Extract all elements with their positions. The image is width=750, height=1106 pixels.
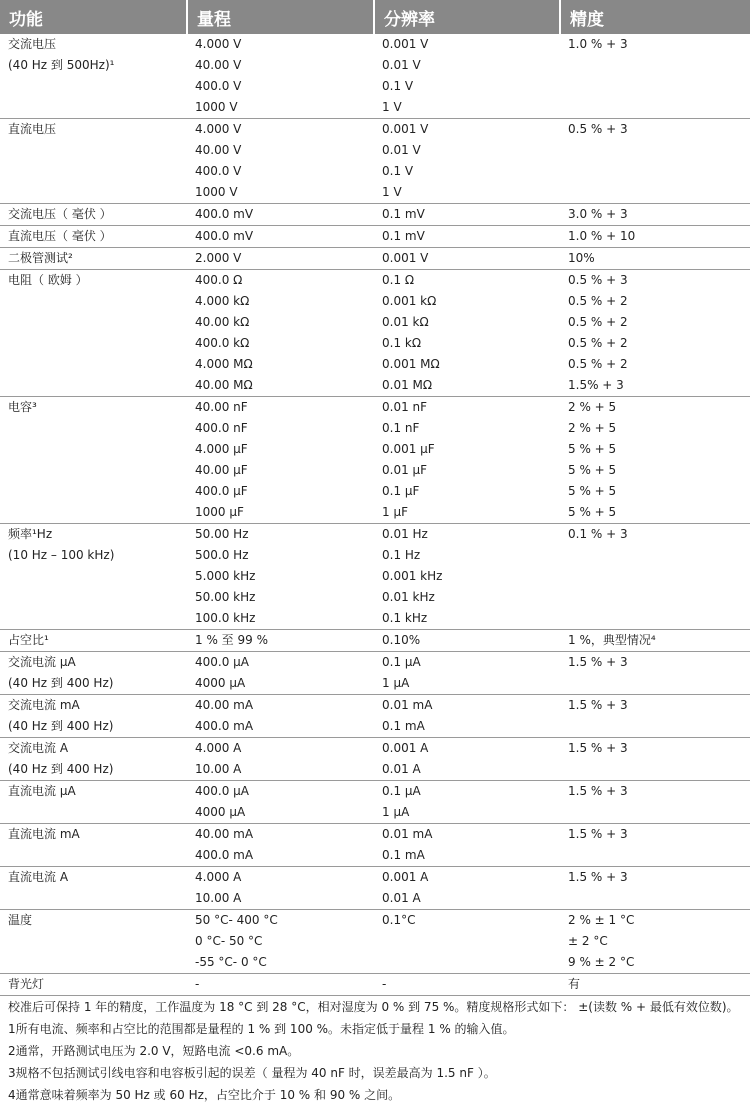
resolution-cell-line: 0.1 mV [382, 229, 425, 243]
spec-group [0, 910, 750, 974]
function-cell-line: 交流电压 [8, 37, 57, 51]
spec-group [0, 524, 750, 630]
header-function: 功能 [0, 0, 187, 34]
accuracy-cell [560, 652, 750, 695]
footnotes [0, 996, 750, 1106]
resolution-cell [374, 652, 560, 695]
range-cell-line: 4.000 μF [195, 442, 248, 456]
accuracy-cell [560, 630, 750, 652]
resolution-cell [374, 524, 560, 630]
range-cell [187, 397, 374, 524]
spec-group [0, 695, 750, 738]
range-cell-line: -55 °C- 0 °C [195, 955, 267, 969]
range-cell-line: 4.000 MΩ [195, 357, 253, 371]
accuracy-cell-line: 0.5 % + 2 [568, 336, 628, 350]
resolution-cell-line: 0.01 V [382, 58, 421, 72]
range-cell [187, 910, 374, 974]
function-cell [0, 781, 187, 824]
resolution-cell-line: 0.01 A [382, 891, 421, 905]
function-cell [0, 630, 187, 652]
range-cell [187, 524, 374, 630]
function-cell [0, 119, 187, 204]
range-cell [187, 119, 374, 204]
table-row [0, 397, 750, 524]
range-cell-line: 4.000 V [195, 37, 242, 51]
accuracy-cell [560, 204, 750, 226]
resolution-cell-line: 0.01 Hz [382, 527, 428, 541]
range-cell-line: 40.00 mA [195, 827, 254, 841]
table-row [0, 781, 750, 824]
function-cell [0, 974, 187, 996]
resolution-cell [374, 630, 560, 652]
resolution-cell-line: 0.01 mA [382, 827, 433, 841]
resolution-cell-line: 0.1 kHz [382, 611, 428, 625]
resolution-cell-line: 0.001 MΩ [382, 357, 440, 371]
range-cell [187, 824, 374, 867]
resolution-cell-line: 0.1°C [382, 913, 416, 927]
resolution-cell-line: 0.1 V [382, 79, 414, 93]
function-cell-line: 交流电流 μA [8, 655, 76, 669]
resolution-cell-line: 1 μA [382, 676, 410, 690]
range-cell-line: 4000 μA [195, 805, 246, 819]
range-cell [187, 204, 374, 226]
range-cell-line: 500.0 Hz [195, 548, 249, 562]
function-cell-line: (40 Hz 到 400 Hz) [8, 719, 114, 733]
accuracy-cell [560, 974, 750, 996]
range-cell-line: 10.00 A [195, 762, 242, 776]
accuracy-cell [560, 248, 750, 270]
function-cell-line: 电容³ [8, 400, 37, 414]
range-cell-line: 400.0 Ω [195, 273, 243, 287]
range-cell [187, 270, 374, 397]
resolution-cell-line: 0.01 kΩ [382, 315, 429, 329]
function-cell-line: 交流电流 A [8, 741, 69, 755]
function-cell [0, 204, 187, 226]
accuracy-cell [560, 824, 750, 867]
range-cell-line: 400.0 μA [195, 784, 250, 798]
range-cell-line: 400.0 mA [195, 719, 254, 733]
table-row [0, 738, 750, 781]
accuracy-cell-line: 1 %，典型情况⁴ [568, 633, 656, 647]
accuracy-cell [560, 910, 750, 974]
function-cell-line: 占空比¹ [8, 633, 49, 647]
resolution-cell [374, 397, 560, 524]
function-cell-line: 频率¹Hz [8, 527, 53, 541]
accuracy-cell [560, 524, 750, 630]
accuracy-cell [560, 119, 750, 204]
range-cell-line: 40.00 MΩ [195, 378, 253, 392]
accuracy-cell-line: 2 % + 5 [568, 421, 617, 435]
table-row [0, 910, 750, 974]
accuracy-cell-line: 0.5 % + 2 [568, 357, 628, 371]
resolution-cell [374, 781, 560, 824]
resolution-cell-line: 0.1 mA [382, 719, 425, 733]
footnote: 3规格不包括测试引线电容和电容板引起的误差（ 量程为 40 nF 时，误差最高为 1.5 nF ）。 [8, 1066, 496, 1080]
range-cell-line: 2.000 V [195, 251, 242, 265]
range-cell-line: 4.000 kΩ [195, 294, 250, 308]
range-cell-line: 40.00 V [195, 143, 242, 157]
resolution-cell-line: 0.1 Ω [382, 273, 415, 287]
function-cell [0, 695, 187, 738]
accuracy-cell [560, 34, 750, 119]
resolution-cell-line: 0.001 A [382, 870, 429, 884]
spec-group [0, 226, 750, 248]
range-cell [187, 630, 374, 652]
spec-group [0, 248, 750, 270]
accuracy-cell-line: 10% [568, 251, 595, 265]
function-cell-line: 直流电压 [8, 122, 57, 136]
header-row [0, 0, 750, 34]
accuracy-cell-line: 0.5 % + 2 [568, 315, 628, 329]
table-row [0, 204, 750, 226]
range-cell [187, 867, 374, 910]
function-cell [0, 226, 187, 248]
accuracy-cell-line: 1.0 % + 10 [568, 229, 636, 243]
resolution-cell-line: 1 V [382, 185, 402, 199]
range-cell [187, 781, 374, 824]
accuracy-cell-line: 2 % ± 1 °C [568, 913, 635, 927]
function-cell-line: (40 Hz 到 400 Hz) [8, 676, 114, 690]
spec-group [0, 867, 750, 910]
spec-group [0, 781, 750, 824]
accuracy-cell [560, 738, 750, 781]
range-cell-line: 400.0 mV [195, 229, 254, 243]
accuracy-cell [560, 781, 750, 824]
function-cell [0, 824, 187, 867]
spec-group [0, 204, 750, 226]
function-cell-line: (10 Hz – 100 kHz) [8, 548, 115, 562]
resolution-cell-line: 0.1 nF [382, 421, 420, 435]
accuracy-cell-line: 0.5 % + 3 [568, 122, 628, 136]
footnote: 4通常意味着频率为 50 Hz 或 60 Hz，占空比介于 10 % 和 90 % 之间。 [8, 1088, 401, 1102]
function-cell [0, 248, 187, 270]
header-range: 量程 [187, 0, 374, 34]
function-cell-line: (40 Hz 到 400 Hz) [8, 762, 114, 776]
resolution-cell-line: 0.01 MΩ [382, 378, 433, 392]
function-cell-line: 交流电压（ 毫伏 ） [8, 207, 112, 221]
function-cell [0, 270, 187, 397]
function-cell-line: 温度 [8, 913, 33, 927]
accuracy-cell [560, 226, 750, 248]
range-cell-line: 4.000 A [195, 741, 242, 755]
resolution-cell-line: 1 μA [382, 805, 410, 819]
range-cell-line: 400.0 V [195, 79, 242, 93]
function-cell [0, 738, 187, 781]
spec-group [0, 824, 750, 867]
resolution-cell [374, 226, 560, 248]
resolution-cell-line: 0.001 V [382, 122, 429, 136]
range-cell-line: 1000 μF [195, 505, 244, 519]
resolution-cell-line: 0.1 mV [382, 207, 425, 221]
range-cell [187, 226, 374, 248]
range-cell-line: 40.00 V [195, 58, 242, 72]
range-cell-line: 50.00 kHz [195, 590, 256, 604]
resolution-cell [374, 204, 560, 226]
function-cell-line: 交流电流 mA [8, 698, 80, 712]
resolution-cell [374, 910, 560, 974]
function-cell-line: 二极管测试² [8, 251, 73, 265]
range-cell [187, 248, 374, 270]
header-accuracy: 精度 [560, 0, 750, 34]
range-cell-line: 4.000 A [195, 870, 242, 884]
resolution-cell [374, 974, 560, 996]
resolution-cell-line: 1 μF [382, 505, 408, 519]
table-row [0, 974, 750, 996]
range-cell-line: - [195, 977, 200, 991]
spec-group [0, 974, 750, 996]
accuracy-cell-line: 1.5 % + 3 [568, 741, 628, 755]
table-row [0, 248, 750, 270]
range-cell-line: 400.0 kΩ [195, 336, 250, 350]
accuracy-cell-line: 1.0 % + 3 [568, 37, 628, 51]
range-cell-line: 400.0 mA [195, 848, 254, 862]
range-cell-line: 40.00 kΩ [195, 315, 250, 329]
resolution-cell [374, 248, 560, 270]
spec-group [0, 397, 750, 524]
range-cell-line: 1 % 至 99 % [195, 633, 268, 647]
function-cell-line: 直流电压（ 毫伏 ） [8, 229, 112, 243]
accuracy-cell-line: 3.0 % + 3 [568, 207, 628, 221]
range-cell-line: 4.000 V [195, 122, 242, 136]
function-cell [0, 397, 187, 524]
accuracy-cell-line: 1.5% + 3 [568, 378, 624, 392]
resolution-cell [374, 695, 560, 738]
resolution-cell-line: 0.1 Hz [382, 548, 421, 562]
resolution-cell-line: 0.1 mA [382, 848, 425, 862]
range-cell-line: 50.00 Hz [195, 527, 249, 541]
resolution-cell-line: 1 V [382, 100, 402, 114]
spec-group [0, 34, 750, 119]
resolution-cell-line: 0.1 μA [382, 784, 421, 798]
resolution-cell [374, 119, 560, 204]
accuracy-cell-line: 5 % + 5 [568, 484, 617, 498]
resolution-cell-line: 0.01 kHz [382, 590, 435, 604]
accuracy-cell-line: 5 % + 5 [568, 463, 617, 477]
table-row [0, 695, 750, 738]
accuracy-cell-line: 1.5 % + 3 [568, 698, 628, 712]
resolution-cell [374, 270, 560, 397]
range-cell-line: 40.00 μF [195, 463, 248, 477]
range-cell-line: 50 °C- 400 °C [195, 913, 278, 927]
resolution-cell-line: 0.01 V [382, 143, 421, 157]
function-cell [0, 910, 187, 974]
range-cell-line: 400.0 μA [195, 655, 250, 669]
resolution-cell-line: 0.001 kΩ [382, 294, 437, 308]
table-row [0, 630, 750, 652]
resolution-cell [374, 824, 560, 867]
resolution-cell-line: 0.001 A [382, 741, 429, 755]
accuracy-cell-line: 0.5 % + 2 [568, 294, 628, 308]
range-cell [187, 695, 374, 738]
table-row [0, 270, 750, 397]
function-cell-line: 直流电流 μA [8, 784, 76, 798]
accuracy-cell [560, 867, 750, 910]
range-cell-line: 100.0 kHz [195, 611, 256, 625]
footnote: 1所有电流、频率和占空比的范围都是量程的 1 % 到 100 %。未指定低于量程 1 % 的输入值。 [8, 1022, 515, 1036]
resolution-cell-line: 0.1 kΩ [382, 336, 422, 350]
resolution-cell-line: 0.01 A [382, 762, 421, 776]
resolution-cell-line: 0.1 V [382, 164, 414, 178]
header-resolution: 分辨率 [374, 0, 560, 34]
resolution-cell-line: 0.1 μA [382, 655, 421, 669]
range-cell [187, 974, 374, 996]
accuracy-cell-line: 0.1 % + 3 [568, 527, 628, 541]
range-cell [187, 34, 374, 119]
spec-group [0, 630, 750, 652]
spec-group [0, 119, 750, 204]
accuracy-cell-line: 9 % ± 2 °C [568, 955, 635, 969]
resolution-cell-line: 0.01 mA [382, 698, 433, 712]
table-row [0, 867, 750, 910]
function-cell [0, 34, 187, 119]
resolution-cell-line: - [382, 977, 387, 991]
footnote: 校准后可保持 1 年的精度，工作温度为 18 °C 到 28 °C，相对湿度为 0 % 到 75 %。精度规格形式如下： ±(读数 % + 最低有效位数)。 [8, 1000, 739, 1014]
resolution-cell-line: 0.001 μF [382, 442, 435, 456]
accuracy-cell-line: 0.5 % + 3 [568, 273, 628, 287]
accuracy-cell-line: 1.5 % + 3 [568, 827, 628, 841]
range-cell-line: 4000 μA [195, 676, 246, 690]
accuracy-cell-line: 5 % + 5 [568, 442, 617, 456]
table-row [0, 34, 750, 119]
function-cell [0, 867, 187, 910]
resolution-cell-line: 0.10% [382, 633, 421, 647]
table-row [0, 652, 750, 695]
range-cell-line: 40.00 mA [195, 698, 254, 712]
function-cell-line: 背光灯 [8, 977, 45, 991]
range-cell-line: 40.00 nF [195, 400, 248, 414]
table-row [0, 119, 750, 204]
function-cell-line: (40 Hz 到 500Hz)¹ [8, 58, 115, 72]
spec-group [0, 738, 750, 781]
spec-group [0, 652, 750, 695]
function-cell [0, 652, 187, 695]
accuracy-cell-line: ± 2 °C [568, 934, 608, 948]
range-cell-line: 400.0 nF [195, 421, 248, 435]
function-cell-line: 直流电流 mA [8, 827, 80, 841]
accuracy-cell-line: 1.5 % + 3 [568, 784, 628, 798]
range-cell-line: 1000 V [195, 185, 238, 199]
accuracy-cell-line: 1.5 % + 3 [568, 655, 628, 669]
resolution-cell-line: 0.1 μF [382, 484, 420, 498]
table-row [0, 524, 750, 630]
range-cell-line: 400.0 μF [195, 484, 248, 498]
accuracy-cell-line: 5 % + 5 [568, 505, 617, 519]
resolution-cell [374, 867, 560, 910]
accuracy-cell [560, 397, 750, 524]
range-cell-line: 400.0 V [195, 164, 242, 178]
resolution-cell-line: 0.001 V [382, 37, 429, 51]
resolution-cell [374, 34, 560, 119]
footnote: 2通常，开路测试电压为 2.0 V，短路电流 <0.6 mA。 [8, 1044, 300, 1058]
accuracy-cell-line: 2 % + 5 [568, 400, 617, 414]
resolution-cell-line: 0.001 V [382, 251, 429, 265]
function-cell-line: 直流电流 A [8, 870, 69, 884]
range-cell-line: 5.000 kHz [195, 569, 256, 583]
accuracy-cell-line: 1.5 % + 3 [568, 870, 628, 884]
range-cell-line: 1000 V [195, 100, 238, 114]
range-cell [187, 738, 374, 781]
resolution-cell-line: 0.01 nF [382, 400, 428, 414]
accuracy-cell [560, 695, 750, 738]
table-row [0, 824, 750, 867]
resolution-cell-line: 0.01 μF [382, 463, 428, 477]
accuracy-cell [560, 270, 750, 397]
accuracy-cell-line: 有 [568, 977, 581, 991]
table-row [0, 226, 750, 248]
range-cell-line: 400.0 mV [195, 207, 254, 221]
function-cell [0, 524, 187, 630]
resolution-cell [374, 738, 560, 781]
resolution-cell-line: 0.001 kHz [382, 569, 443, 583]
range-cell-line: 10.00 A [195, 891, 242, 905]
spec-group [0, 270, 750, 397]
range-cell-line: 0 °C- 50 °C [195, 934, 263, 948]
range-cell [187, 652, 374, 695]
function-cell-line: 电阻（ 欧姆 ） [8, 273, 88, 287]
